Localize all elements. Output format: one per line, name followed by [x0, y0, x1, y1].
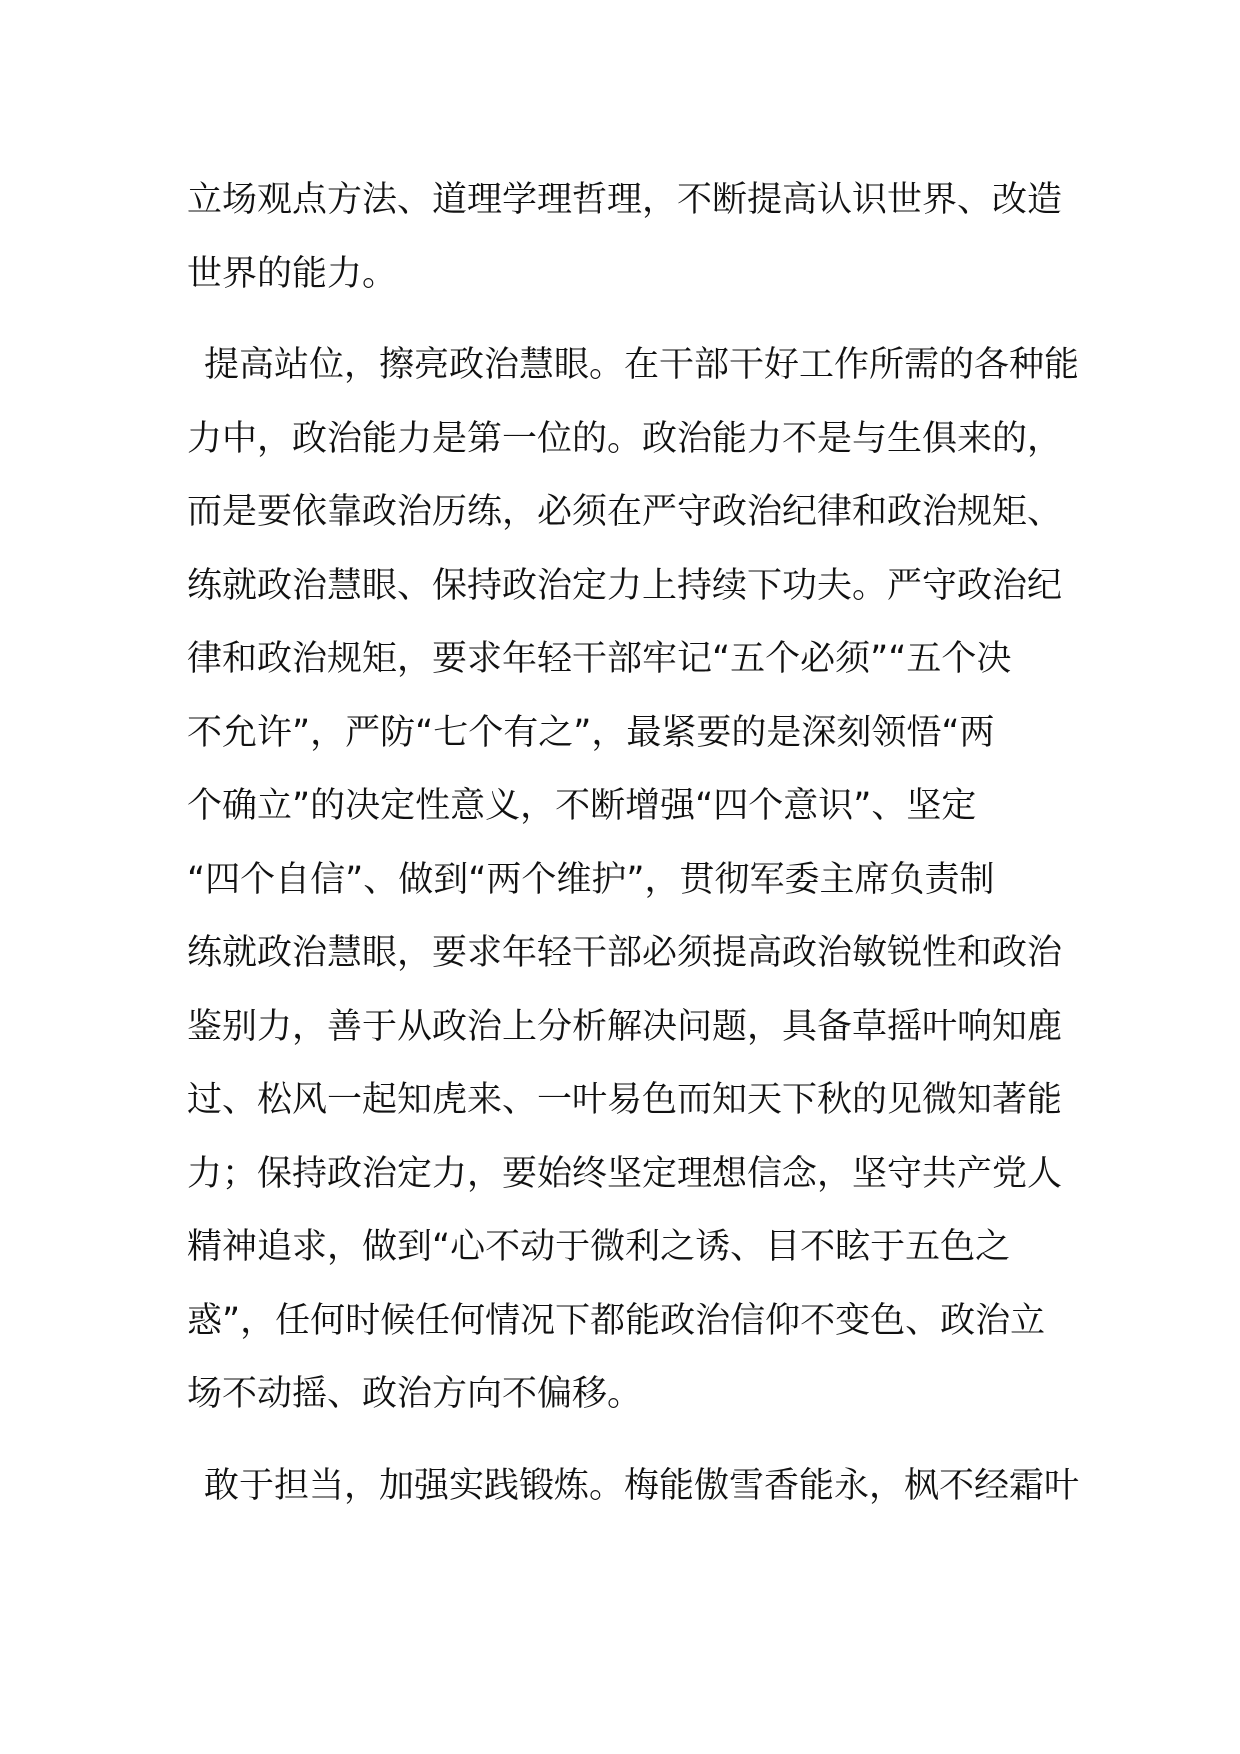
paragraph-1: [187, 164, 1063, 311]
text-line: 不允许”，严防“七个有之”，最紧要的是深刻领悟“两: [187, 712, 995, 753]
text-line: 鉴别力，善于从政治上分析解决问题，具备草摇叶响知鹿: [187, 1006, 1063, 1047]
text-line: 敢于担当，加强实践锻炼。梅能傲雪香能永，枫不经霜叶: [204, 1465, 1080, 1506]
text-line: 练就政治慧眼、保持政治定力上持续下功夫。严守政治纪: [187, 565, 1063, 606]
text-line: 过、松风一起知虎来、一叶易色而知天下秋的见微知著能: [187, 1080, 1063, 1120]
text-line: 精神追求，做到“心不动于微利之诱、目不眩于五色之: [187, 1227, 1011, 1267]
text-line: 练就政治慧眼，要求年轻干部必须提高政治敏锐性和政治: [187, 933, 1063, 973]
text-line: 世界的能力。: [187, 253, 398, 294]
text-line: 提高站位，擦亮政治慧眼。在干部干好工作所需的各种能: [204, 345, 1080, 385]
text-line: 个确立”的决定性意义，不断增强“四个意识”、坚定: [187, 786, 977, 826]
text-line: 而是要依靠政治历练，必须在严守政治纪律和政治规矩、: [187, 492, 1063, 532]
text-line: 惑”，任何时候任何情况下都能政治信仰不变色、政治立: [187, 1300, 1046, 1341]
paragraph-2: [187, 329, 1080, 1432]
text-line: 律和政治规矩，要求年轻干部牢记“五个必须”“五个决: [187, 639, 1012, 679]
text-line: 力；保持政治定力，要始终坚定理想信念，坚守共产党人: [187, 1153, 1063, 1194]
text-line: “四个自信”、做到“两个维护”，贯彻军委主席负责制: [187, 859, 995, 900]
text-line: 力中，政治能力是第一位的。政治能力不是与生俱来的，: [187, 418, 1063, 459]
paragraph-3: [187, 1450, 1080, 1524]
text-line: 场不动摇、政治方向不偏移。: [187, 1374, 643, 1414]
text-line: 立场观点方法、道理学理哲理，不断提高认识世界、改造: [187, 180, 1063, 220]
document-body: [187, 164, 1080, 1523]
